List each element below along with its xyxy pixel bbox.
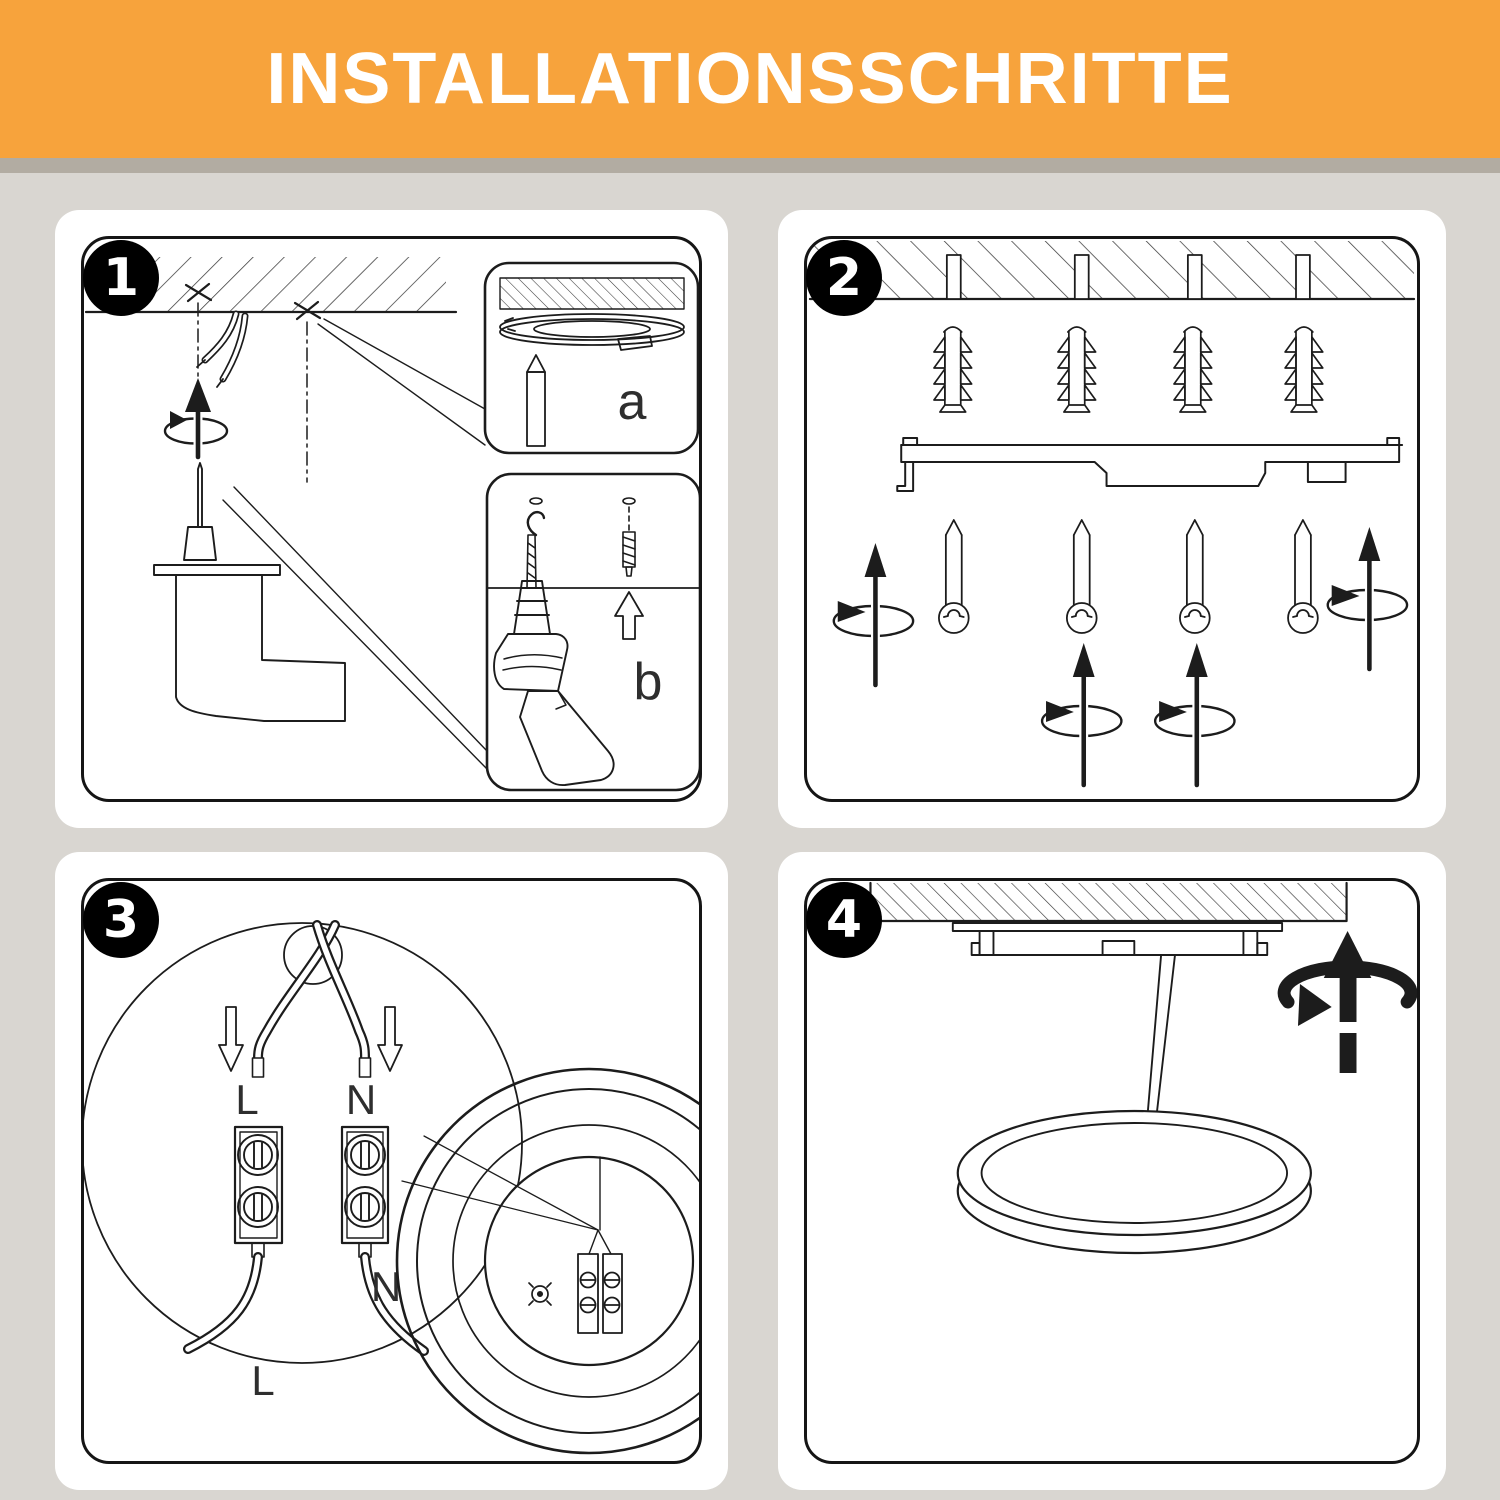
option-b-label: b [633,653,663,711]
step-4-drawing [807,881,1417,1461]
marker-pen [527,355,545,446]
hole-mark-right [623,498,635,531]
neutral-label-bottom: N [370,1263,402,1310]
marking-awl [154,463,345,721]
step-panel-4 [778,852,1446,1490]
step-panel-2 [778,210,1446,828]
step-panel-1 [55,210,728,828]
insert-down-arrows [219,1007,402,1071]
mounting-plate [897,438,1402,491]
expansion-anchor [623,532,635,576]
header-divider [0,158,1500,173]
screw-twist-arrows [834,527,1407,785]
detail-b-box [487,474,699,790]
step-number-2: 2 [825,248,863,308]
step-frame-1 [81,236,702,802]
step-frame-3 [81,878,702,1464]
option-a-label: a [617,373,647,431]
step-number-badge-2 [806,240,882,316]
insert-up-arrow [615,592,643,639]
step-number-3: 3 [102,890,140,950]
step-number-badge-4 [806,882,882,958]
ceiling-wires [197,314,245,387]
drill [494,581,614,785]
fixing-screw-icon [529,1283,551,1305]
wiring-detail-circle [84,923,522,1363]
lamp-disc [958,1111,1311,1253]
step-panel-3 [55,852,728,1490]
ceiling-hatch [810,241,1414,299]
detail-a-ceiling-hatch [500,278,684,309]
step-3-drawing [84,881,699,1461]
mounted-plate [953,923,1282,955]
page-title: INSTALLATIONSSCHRITTE [266,39,1234,119]
step-number-4: 4 [825,890,863,950]
live-label-bottom: L [251,1357,275,1404]
step-1-drawing [84,239,699,799]
hole-mark-left [530,498,542,504]
header-banner [0,0,1500,158]
lamp-back-rings [397,1069,699,1453]
wall-anchors [934,327,1323,412]
callout-lines [223,319,487,769]
screws [939,520,1318,633]
neutral-label-top: N [345,1076,377,1123]
ceiling-hatch [870,883,1346,921]
push-twist-arrow [165,378,227,457]
step-number-1: 1 [102,248,140,308]
step-number-badge-1 [83,240,159,316]
live-label-top: L [235,1076,259,1123]
terminal-block-left [235,1127,282,1243]
mains-wires [253,925,371,1077]
step-frame-4 [804,878,1420,1464]
terminal-block-right [342,1127,388,1243]
mounting-ring [500,314,684,350]
detail-a-box [485,263,698,453]
hanging-rod [1147,955,1175,1119]
step-number-badge-3 [83,882,159,958]
twist-lock-icon [1284,931,1411,1073]
step-2-drawing [807,239,1417,799]
step-frame-2 [804,236,1420,802]
hook [528,512,544,535]
